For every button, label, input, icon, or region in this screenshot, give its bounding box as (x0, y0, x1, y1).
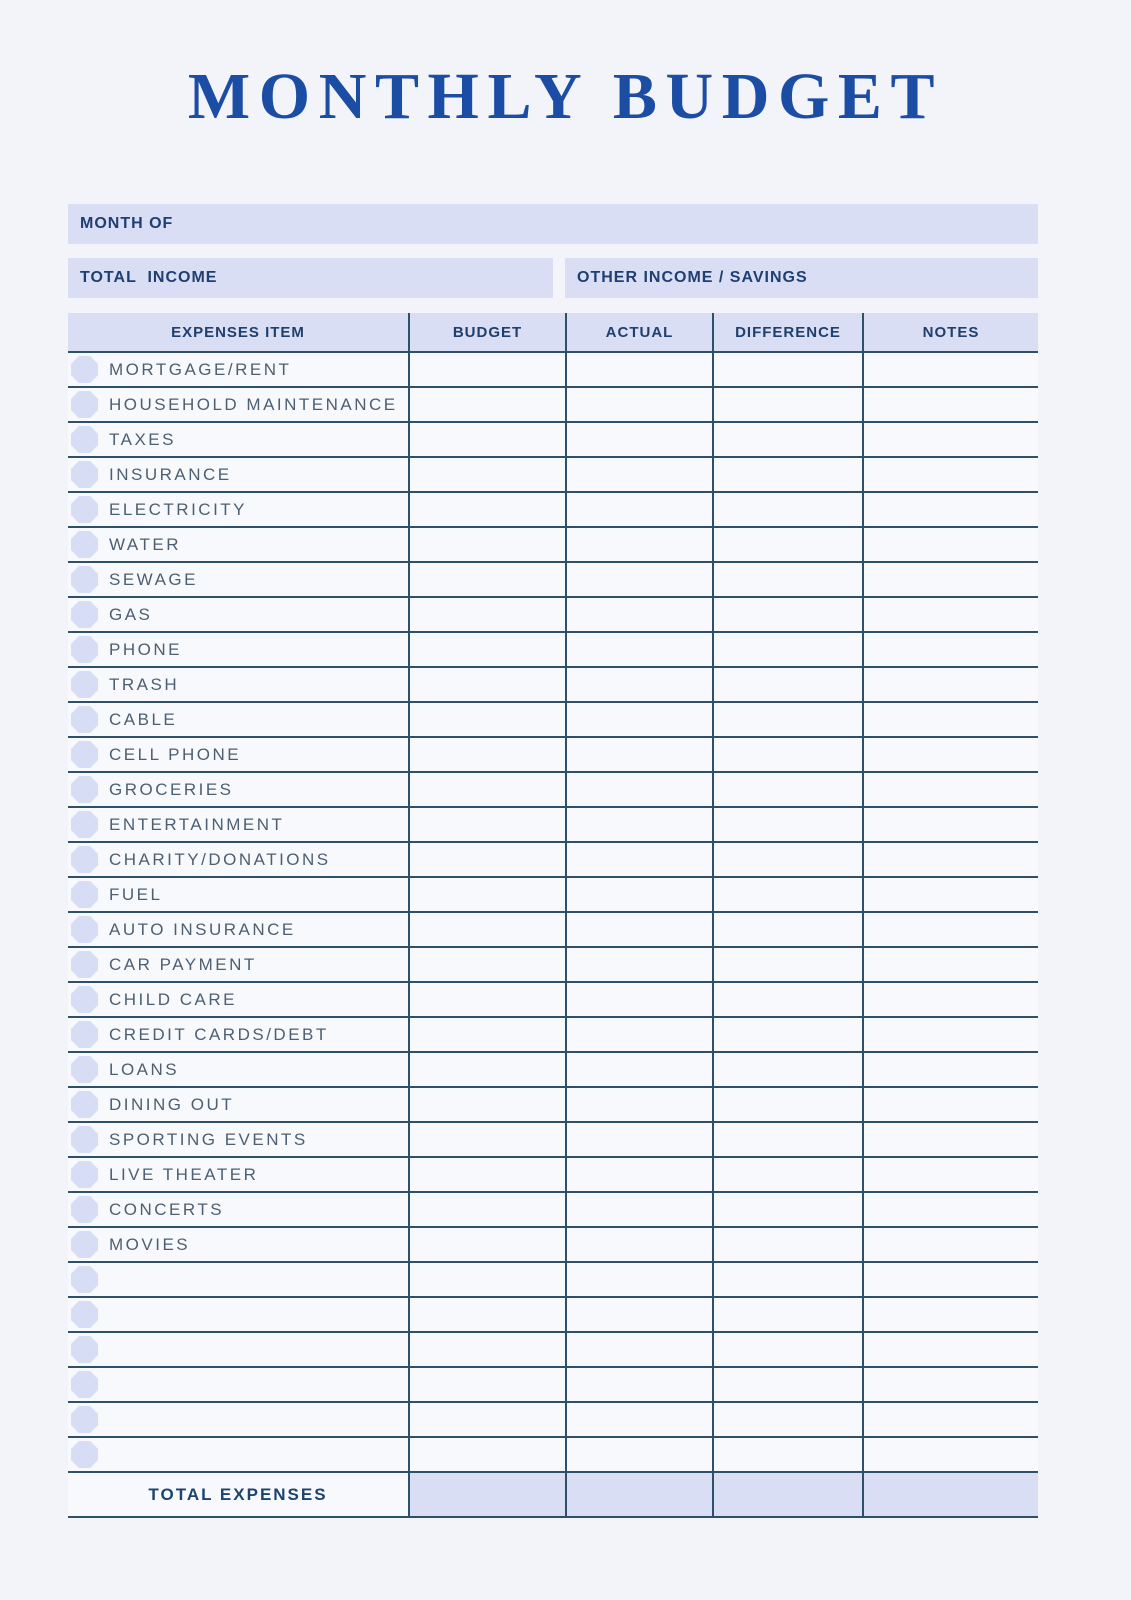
difference-cell[interactable] (712, 843, 862, 876)
expense-item-label: CREDIT CARDS/DEBT (109, 1024, 329, 1044)
expense-item-label: MORTGAGE/RENT (109, 359, 292, 379)
notes-cell[interactable] (862, 878, 1038, 911)
expense-item-cell (68, 388, 408, 421)
table-row (68, 423, 1038, 458)
notes-cell[interactable] (862, 493, 1038, 526)
notes-cell[interactable] (862, 1088, 1038, 1121)
total-expenses-label: TOTAL EXPENSES (148, 1484, 328, 1504)
expense-item-label: GROCERIES (109, 779, 234, 799)
expense-item-cell (68, 1403, 408, 1436)
actual-cell[interactable] (565, 668, 712, 701)
budget-cell[interactable] (408, 1368, 565, 1401)
bullet-octagon-icon (71, 1336, 98, 1363)
notes-cell[interactable] (862, 1298, 1038, 1331)
actual-cell[interactable] (565, 1438, 712, 1471)
budget-cell[interactable] (408, 423, 565, 456)
total-budget-cell[interactable] (408, 1473, 565, 1516)
expense-item-cell (68, 1333, 408, 1366)
table-row (68, 703, 1038, 738)
budget-cell[interactable] (408, 703, 565, 736)
difference-cell[interactable] (712, 1438, 862, 1471)
expense-item-label: PHONE (109, 639, 182, 659)
budget-cell[interactable] (408, 913, 565, 946)
difference-cell[interactable] (712, 1158, 862, 1191)
difference-cell[interactable] (712, 1018, 862, 1051)
bullet-octagon-icon (71, 461, 98, 488)
bullet-octagon-icon (71, 601, 98, 628)
bullet-octagon-icon (71, 1406, 98, 1433)
difference-cell[interactable] (712, 913, 862, 946)
expense-item-cell (68, 1438, 408, 1471)
notes-cell[interactable] (862, 1368, 1038, 1401)
actual-cell[interactable] (565, 1088, 712, 1121)
expenses-table (68, 313, 1038, 1518)
expense-item-cell (68, 1158, 408, 1191)
table-row (68, 1403, 1038, 1438)
notes-cell[interactable] (862, 458, 1038, 491)
expense-item-cell (68, 528, 408, 561)
difference-cell[interactable] (712, 808, 862, 841)
notes-cell[interactable] (862, 913, 1038, 946)
total-income-field (68, 258, 553, 298)
actual-cell[interactable] (565, 1158, 712, 1191)
header-expenses-item: EXPENSES ITEM (171, 323, 305, 341)
table-row (68, 1333, 1038, 1368)
header-actual: ACTUAL (565, 313, 712, 351)
expense-item-cell (68, 773, 408, 806)
difference-cell[interactable] (712, 773, 862, 806)
bullet-octagon-icon (71, 391, 98, 418)
budget-cell[interactable] (408, 563, 565, 596)
budget-cell[interactable] (408, 1263, 565, 1296)
expense-item-label: INSURANCE (109, 464, 232, 484)
bullet-octagon-icon (71, 741, 98, 768)
bullet-octagon-icon (71, 426, 98, 453)
actual-cell[interactable] (565, 598, 712, 631)
table-row (68, 1263, 1038, 1298)
budget-cell[interactable] (408, 878, 565, 911)
notes-cell[interactable] (862, 703, 1038, 736)
notes-cell[interactable] (862, 668, 1038, 701)
notes-cell[interactable] (862, 1053, 1038, 1086)
bullet-octagon-icon (71, 1371, 98, 1398)
difference-cell[interactable] (712, 493, 862, 526)
bullet-octagon-icon (71, 1196, 98, 1223)
expense-item-cell (68, 458, 408, 491)
bullet-octagon-icon (71, 1301, 98, 1328)
expense-item-cell (68, 808, 408, 841)
actual-cell[interactable] (565, 1123, 712, 1156)
table-row (68, 913, 1038, 948)
table-row (68, 528, 1038, 563)
expense-item-label: CONCERTS (109, 1199, 225, 1219)
expense-item-cell (68, 843, 408, 876)
expense-item-cell (68, 633, 408, 666)
actual-cell[interactable] (565, 738, 712, 771)
table-row (68, 843, 1038, 878)
budget-cell[interactable] (408, 1158, 565, 1191)
difference-cell[interactable] (712, 598, 862, 631)
bullet-octagon-icon (71, 1126, 98, 1153)
actual-cell[interactable] (565, 1403, 712, 1436)
budget-cell[interactable] (408, 1403, 565, 1436)
expense-item-label: LIVE THEATER (109, 1164, 259, 1184)
difference-cell[interactable] (712, 668, 862, 701)
expense-item-label: GAS (109, 604, 153, 624)
actual-cell[interactable] (565, 843, 712, 876)
difference-cell[interactable] (712, 948, 862, 981)
difference-cell[interactable] (712, 633, 862, 666)
expense-item-cell (68, 1088, 408, 1121)
difference-cell[interactable] (712, 353, 862, 386)
expense-item-cell (68, 1368, 408, 1401)
bullet-octagon-icon (71, 496, 98, 523)
table-row (68, 1158, 1038, 1193)
budget-cell[interactable] (408, 773, 565, 806)
notes-cell[interactable] (862, 1158, 1038, 1191)
bullet-octagon-icon (71, 881, 98, 908)
notes-cell[interactable] (862, 423, 1038, 456)
expense-item-label: TAXES (109, 429, 176, 449)
table-row (68, 633, 1038, 668)
bullet-octagon-icon (71, 846, 98, 873)
difference-cell[interactable] (712, 528, 862, 561)
month-of-label: MONTH OF (80, 215, 174, 232)
budget-cell[interactable] (408, 528, 565, 561)
budget-cell[interactable] (408, 388, 565, 421)
expense-item-label: FUEL (109, 884, 163, 904)
expense-item-cell (68, 1263, 408, 1296)
table-row (68, 878, 1038, 913)
actual-cell[interactable] (565, 948, 712, 981)
expense-item-label: CELL PHONE (109, 744, 242, 764)
actual-cell[interactable] (565, 388, 712, 421)
page-title: MONTHLY BUDGET (187, 60, 944, 133)
expense-item-cell (68, 913, 408, 946)
actual-cell[interactable] (565, 1053, 712, 1086)
notes-cell[interactable] (862, 1263, 1038, 1296)
notes-cell[interactable] (862, 983, 1038, 1016)
expense-item-cell (68, 948, 408, 981)
actual-cell[interactable] (565, 1263, 712, 1296)
table-row (68, 1018, 1038, 1053)
table-row (68, 668, 1038, 703)
actual-cell[interactable] (565, 1193, 712, 1226)
bullet-octagon-icon (71, 1091, 98, 1118)
budget-cell[interactable] (408, 843, 565, 876)
difference-cell[interactable] (712, 1123, 862, 1156)
expense-item-cell (68, 353, 408, 386)
table-row (68, 1053, 1038, 1088)
notes-cell[interactable] (862, 353, 1038, 386)
table-row (68, 983, 1038, 1018)
actual-cell[interactable] (565, 633, 712, 666)
bullet-octagon-icon (71, 636, 98, 663)
expense-item-label: SEWAGE (109, 569, 198, 589)
expense-item-label: CHILD CARE (109, 989, 237, 1009)
expense-item-label: AUTO INSURANCE (109, 919, 296, 939)
budget-cell[interactable] (408, 738, 565, 771)
expenses-table-body (68, 353, 1038, 1473)
notes-cell[interactable] (862, 598, 1038, 631)
budget-cell[interactable] (408, 1123, 565, 1156)
other-income-input[interactable] (808, 258, 1038, 298)
month-of-input[interactable] (173, 204, 1038, 244)
other-income-label: OTHER INCOME / SAVINGS (577, 269, 808, 286)
actual-cell[interactable] (565, 423, 712, 456)
expense-item-cell (68, 738, 408, 771)
expense-item-cell (68, 1228, 408, 1261)
expense-item-label: CHARITY/DONATIONS (109, 849, 331, 869)
table-row (68, 1193, 1038, 1228)
difference-cell[interactable] (712, 1298, 862, 1331)
bullet-octagon-icon (71, 1161, 98, 1188)
budget-cell[interactable] (408, 493, 565, 526)
notes-cell[interactable] (862, 1333, 1038, 1366)
header-notes: NOTES (862, 313, 1038, 351)
bullet-octagon-icon (71, 671, 98, 698)
bullet-octagon-icon (71, 531, 98, 558)
difference-cell[interactable] (712, 1053, 862, 1086)
budget-cell[interactable] (408, 1228, 565, 1261)
actual-cell[interactable] (565, 1298, 712, 1331)
notes-cell[interactable] (862, 738, 1038, 771)
actual-cell[interactable] (565, 563, 712, 596)
actual-cell[interactable] (565, 703, 712, 736)
header-difference: DIFFERENCE (712, 313, 862, 351)
table-row (68, 353, 1038, 388)
bullet-octagon-icon (71, 1056, 98, 1083)
actual-cell[interactable] (565, 1368, 712, 1401)
expense-item-label: SPORTING EVENTS (109, 1129, 308, 1149)
budget-cell[interactable] (408, 1333, 565, 1366)
notes-cell[interactable] (862, 1438, 1038, 1471)
notes-cell[interactable] (862, 1193, 1038, 1226)
total-income-input[interactable] (217, 258, 553, 298)
difference-cell[interactable] (712, 738, 862, 771)
notes-cell[interactable] (862, 563, 1038, 596)
bullet-octagon-icon (71, 776, 98, 803)
bullet-octagon-icon (71, 1231, 98, 1258)
expense-item-cell (68, 1053, 408, 1086)
expense-item-label: DINING OUT (109, 1094, 235, 1114)
table-row (68, 1368, 1038, 1403)
table-row (68, 773, 1038, 808)
actual-cell[interactable] (565, 773, 712, 806)
bullet-octagon-icon (71, 811, 98, 838)
actual-cell[interactable] (565, 458, 712, 491)
total-notes-cell[interactable] (862, 1473, 1038, 1516)
expense-item-label: MOVIES (109, 1234, 191, 1254)
difference-cell[interactable] (712, 1403, 862, 1436)
actual-cell[interactable] (565, 1228, 712, 1261)
notes-cell[interactable] (862, 773, 1038, 806)
bullet-octagon-icon (71, 951, 98, 978)
difference-cell[interactable] (712, 423, 862, 456)
budget-cell[interactable] (408, 948, 565, 981)
table-row (68, 458, 1038, 493)
bullet-octagon-icon (71, 1021, 98, 1048)
expense-item-label: WATER (109, 534, 181, 554)
expense-item-cell (68, 1298, 408, 1331)
difference-cell[interactable] (712, 458, 862, 491)
budget-cell[interactable] (408, 633, 565, 666)
total-difference-cell[interactable] (712, 1473, 862, 1516)
actual-cell[interactable] (565, 983, 712, 1016)
budget-cell[interactable] (408, 668, 565, 701)
bullet-octagon-icon (71, 566, 98, 593)
notes-cell[interactable] (862, 1123, 1038, 1156)
expense-item-label: TRASH (109, 674, 180, 694)
actual-cell[interactable] (565, 808, 712, 841)
budget-cell[interactable] (408, 1053, 565, 1086)
expense-item-label: ELECTRICITY (109, 499, 248, 519)
notes-cell[interactable] (862, 808, 1038, 841)
actual-cell[interactable] (565, 913, 712, 946)
notes-cell[interactable] (862, 1228, 1038, 1261)
table-row (68, 493, 1038, 528)
header-budget: BUDGET (408, 313, 565, 351)
expense-item-cell (68, 878, 408, 911)
table-row (68, 1438, 1038, 1473)
expense-item-cell (68, 668, 408, 701)
bullet-octagon-icon (71, 356, 98, 383)
expenses-table-header (68, 313, 1038, 353)
difference-cell[interactable] (712, 1228, 862, 1261)
actual-cell[interactable] (565, 493, 712, 526)
actual-cell[interactable] (565, 528, 712, 561)
expense-item-cell (68, 1018, 408, 1051)
notes-cell[interactable] (862, 1018, 1038, 1051)
expense-item-label: LOANS (109, 1059, 180, 1079)
budget-cell[interactable] (408, 1298, 565, 1331)
month-of-field (68, 204, 1038, 244)
expense-item-cell (68, 493, 408, 526)
notes-cell[interactable] (862, 388, 1038, 421)
table-row (68, 388, 1038, 423)
difference-cell[interactable] (712, 1263, 862, 1296)
table-row (68, 563, 1038, 598)
difference-cell[interactable] (712, 563, 862, 596)
expense-item-label: ENTERTAINMENT (109, 814, 285, 834)
actual-cell[interactable] (565, 1018, 712, 1051)
budget-cell[interactable] (408, 808, 565, 841)
budget-cell[interactable] (408, 1193, 565, 1226)
table-row (68, 598, 1038, 633)
difference-cell[interactable] (712, 1088, 862, 1121)
budget-cell[interactable] (408, 458, 565, 491)
bullet-octagon-icon (71, 706, 98, 733)
bullet-octagon-icon (71, 986, 98, 1013)
table-row (68, 1123, 1038, 1158)
expense-item-label: HOUSEHOLD MAINTENANCE (109, 394, 398, 414)
actual-cell[interactable] (565, 878, 712, 911)
notes-cell[interactable] (862, 843, 1038, 876)
income-row (68, 258, 1038, 298)
difference-cell[interactable] (712, 388, 862, 421)
total-actual-cell[interactable] (565, 1473, 712, 1516)
budget-cell[interactable] (408, 1018, 565, 1051)
bullet-octagon-icon (71, 916, 98, 943)
table-row (68, 1228, 1038, 1263)
expense-item-cell (68, 563, 408, 596)
table-row (68, 1298, 1038, 1333)
expense-item-cell (68, 598, 408, 631)
difference-cell[interactable] (712, 1333, 862, 1366)
other-income-field (565, 258, 1038, 298)
budget-cell[interactable] (408, 353, 565, 386)
total-income-label: TOTAL INCOME (80, 269, 218, 286)
notes-cell[interactable] (862, 1403, 1038, 1436)
total-expenses-label-cell (68, 1473, 408, 1516)
total-expenses-row (68, 1473, 1038, 1518)
actual-cell[interactable] (565, 353, 712, 386)
table-row (68, 948, 1038, 983)
expense-item-cell (68, 983, 408, 1016)
actual-cell[interactable] (565, 1333, 712, 1366)
expense-item-cell (68, 423, 408, 456)
expense-item-label: CAR PAYMENT (109, 954, 257, 974)
budget-cell[interactable] (408, 1438, 565, 1471)
budget-cell[interactable] (408, 1088, 565, 1121)
expense-item-cell (68, 1193, 408, 1226)
notes-cell[interactable] (862, 528, 1038, 561)
difference-cell[interactable] (712, 1368, 862, 1401)
bullet-octagon-icon (71, 1266, 98, 1293)
budget-cell[interactable] (408, 983, 565, 1016)
budget-cell[interactable] (408, 598, 565, 631)
difference-cell[interactable] (712, 878, 862, 911)
table-row (68, 1088, 1038, 1123)
table-row (68, 738, 1038, 773)
expense-item-cell (68, 703, 408, 736)
table-row (68, 808, 1038, 843)
difference-cell[interactable] (712, 703, 862, 736)
difference-cell[interactable] (712, 983, 862, 1016)
expense-item-cell (68, 1123, 408, 1156)
expense-item-label: CABLE (109, 709, 178, 729)
notes-cell[interactable] (862, 948, 1038, 981)
difference-cell[interactable] (712, 1193, 862, 1226)
bullet-octagon-icon (71, 1441, 98, 1468)
notes-cell[interactable] (862, 633, 1038, 666)
